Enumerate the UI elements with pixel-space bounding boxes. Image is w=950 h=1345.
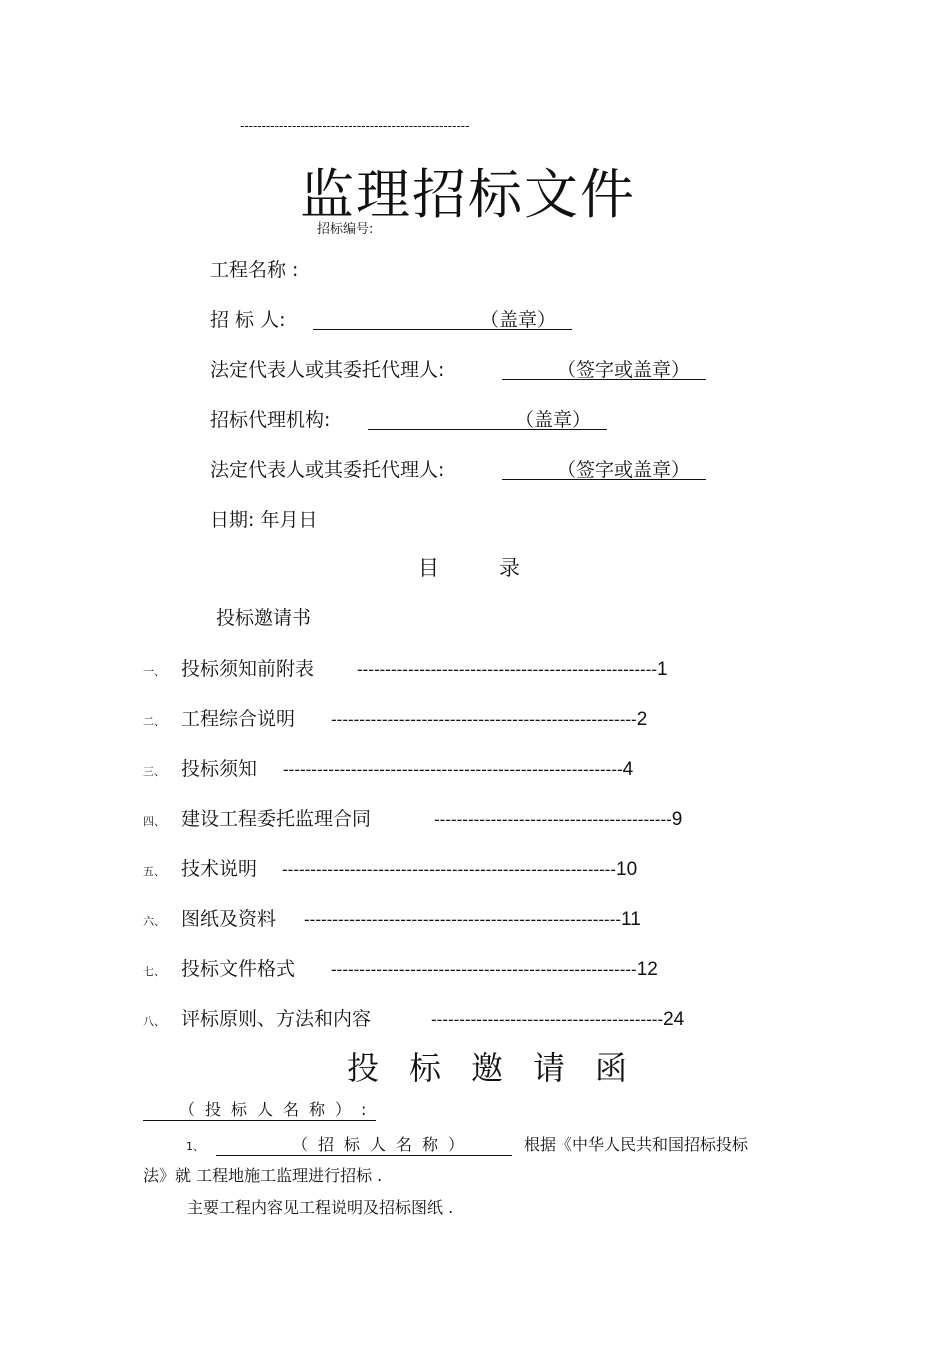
seal-note: （盖章） [479, 309, 556, 331]
field-label: 日期: 年月日 [210, 509, 318, 531]
field-label: 法定代表人或其委托代理人: [210, 459, 445, 481]
toc-item-text: 工程综合说明 [181, 708, 296, 730]
date-field [210, 505, 317, 532]
seal-note: （盖章） [514, 409, 591, 431]
toc-item-page: 12 [636, 959, 658, 980]
toc-item-text: 图纸及资料 [181, 908, 277, 930]
toc-item-number: 七、 [143, 965, 165, 978]
toc-item-leader: ------------------------------------------------------------ [283, 760, 623, 779]
toc-lead-item: 投标邀请书 [216, 607, 312, 629]
toc-item-text: 投标文件格式 [181, 958, 296, 980]
invitation-addressee: （投标人名称）: [143, 1097, 376, 1121]
agency-seal-blank [368, 405, 607, 430]
tenderer-name-blank: （招标人名称） [216, 1132, 512, 1156]
toc-item-text: 技术说明 [181, 858, 258, 880]
toc-item [143, 754, 633, 781]
toc-item-page: 10 [616, 859, 638, 880]
toc-item-number: 五、 [143, 865, 165, 878]
toc-item [143, 954, 658, 981]
field-label: 法定代表人或其委托代理人: [210, 359, 445, 381]
toc-item [143, 654, 668, 681]
toc-item-text: 投标须知前附表 [181, 658, 315, 680]
field-label: 工程名称 : [210, 259, 299, 281]
toc-item-leader: ----------------------------------------------------------- [282, 860, 617, 879]
toc-item [143, 804, 682, 831]
toc-item-page: 2 [636, 709, 648, 730]
tenderer-field [210, 305, 572, 332]
signature-note: （签字或盖章） [556, 359, 690, 381]
toc-item-page: 9 [671, 809, 683, 830]
field-label: 招标代理机构: [210, 409, 331, 431]
tenderer-seal-blank [313, 305, 572, 330]
toc-item-number: 一、 [143, 665, 165, 678]
agency-field [210, 405, 607, 432]
toc-item-number: 八、 [143, 1015, 165, 1028]
toc-item-text: 投标须知 [181, 758, 258, 780]
invitation-paragraph-1-continued: 法》就 工程地施工监理进行招标 . [143, 1166, 383, 1185]
toc-item-leader: ------------------------------------------ [434, 810, 672, 829]
toc-item-leader: -------------------------------------------------------- [304, 910, 622, 929]
toc-title: 目录 [418, 556, 580, 580]
field-label: 招 标 人: [210, 309, 286, 331]
toc-item-number: 六、 [143, 915, 165, 928]
header-dash-line: ----------------------------------------------------- [240, 118, 470, 133]
toc-item [143, 704, 647, 731]
paragraph-text: 根据《中华人民共和国招标投标 [524, 1135, 749, 1154]
toc-item-page: 11 [621, 909, 641, 930]
toc-item-number: 三、 [143, 765, 165, 778]
signature-note: （签字或盖章） [556, 459, 690, 481]
toc-item [143, 904, 641, 931]
paragraph-number: 1、 [186, 1140, 204, 1153]
bid-number-label: 招标编号: [317, 222, 374, 237]
toc-item-number: 二、 [143, 715, 165, 728]
toc-item-leader: ----------------------------------------- [431, 1010, 664, 1029]
document-title: 监理招标文件 [300, 163, 636, 226]
toc-item-page: 4 [622, 759, 634, 780]
toc-item-leader: ------------------------------------------------------ [331, 710, 637, 729]
toc-item-page: 24 [663, 1009, 685, 1030]
legal-rep-signature-blank-1 [502, 355, 706, 380]
toc-item-leader: ------------------------------------------------------ [331, 960, 637, 979]
toc-item-leader: ----------------------------------------------------- [357, 660, 658, 679]
legal-rep-signature-blank-2 [502, 455, 706, 480]
toc-item-number: 四、 [143, 815, 165, 828]
toc-item-page: 1 [657, 659, 668, 680]
toc-item [143, 854, 637, 881]
toc-item-text: 建设工程委托监理合同 [181, 808, 372, 830]
legal-rep-field-2 [210, 455, 706, 482]
invitation-paragraph-1 [186, 1132, 748, 1156]
invitation-title: 投标邀请函 [347, 1049, 658, 1087]
project-name-field [210, 255, 298, 282]
toc-item [143, 1004, 684, 1031]
toc-item-text: 评标原则、方法和内容 [181, 1008, 372, 1030]
invitation-paragraph-2: 主要工程内容见工程说明及招标图纸 . [187, 1198, 454, 1217]
legal-rep-field-1 [210, 355, 706, 382]
